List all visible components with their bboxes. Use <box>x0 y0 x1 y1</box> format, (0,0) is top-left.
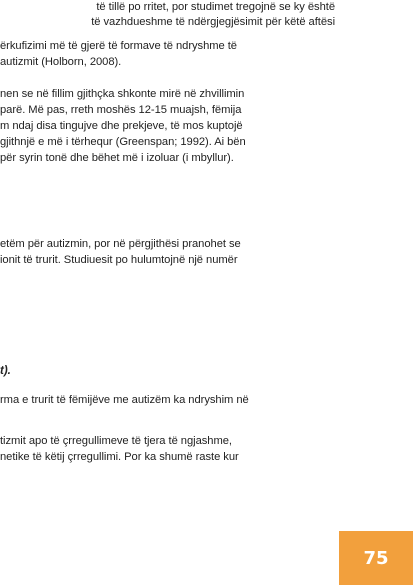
text-line: etëm për autizmin, por në përgjithësi pranohet se <box>0 238 241 250</box>
section-heading-fragment: t). <box>0 365 11 377</box>
text-line: netike të këtij çrregullimi. Por ka shumë raste kur <box>0 451 239 463</box>
text-line: ionit të trurit. Studiuesit po hulumtojnë një numër <box>0 254 238 266</box>
page-number-badge <box>339 531 413 585</box>
text-line: nen se në fillim gjithçka shkonte mirë në zhvillimin <box>0 88 245 100</box>
text-line: për syrin tonë dhe bëhet më i izoluar (i mbyllur). <box>0 152 234 164</box>
text-line: parë. Më pas, rreth moshës 12-15 muajsh, fëmija <box>0 104 242 116</box>
text-line: gjithnjë e më i tërhequr (Greenspan; 1992). Ai bën <box>0 136 246 148</box>
text-line: rma e trurit të fëmijëve me autizëm ka ndryshim në <box>0 394 249 406</box>
text-line: m ndaj disa tingujve dhe prekjeve, të mos kuptojë <box>0 120 243 132</box>
page-number: 75 <box>363 547 389 569</box>
text-line: ërkufizimi më të gjerë të formave të ndryshme të <box>0 40 237 52</box>
text-line: autizmit (Holborn, 2008). <box>0 56 122 68</box>
text-line: të vazhdueshme të ndërgjegjësimit për këtë aftësi <box>91 16 335 28</box>
text-line: tizmit apo të çrregullimeve të tjera të ngjashme, <box>0 435 232 447</box>
text-line: të tillë po rritet, por studimet tregojnë se ky është <box>96 1 335 13</box>
